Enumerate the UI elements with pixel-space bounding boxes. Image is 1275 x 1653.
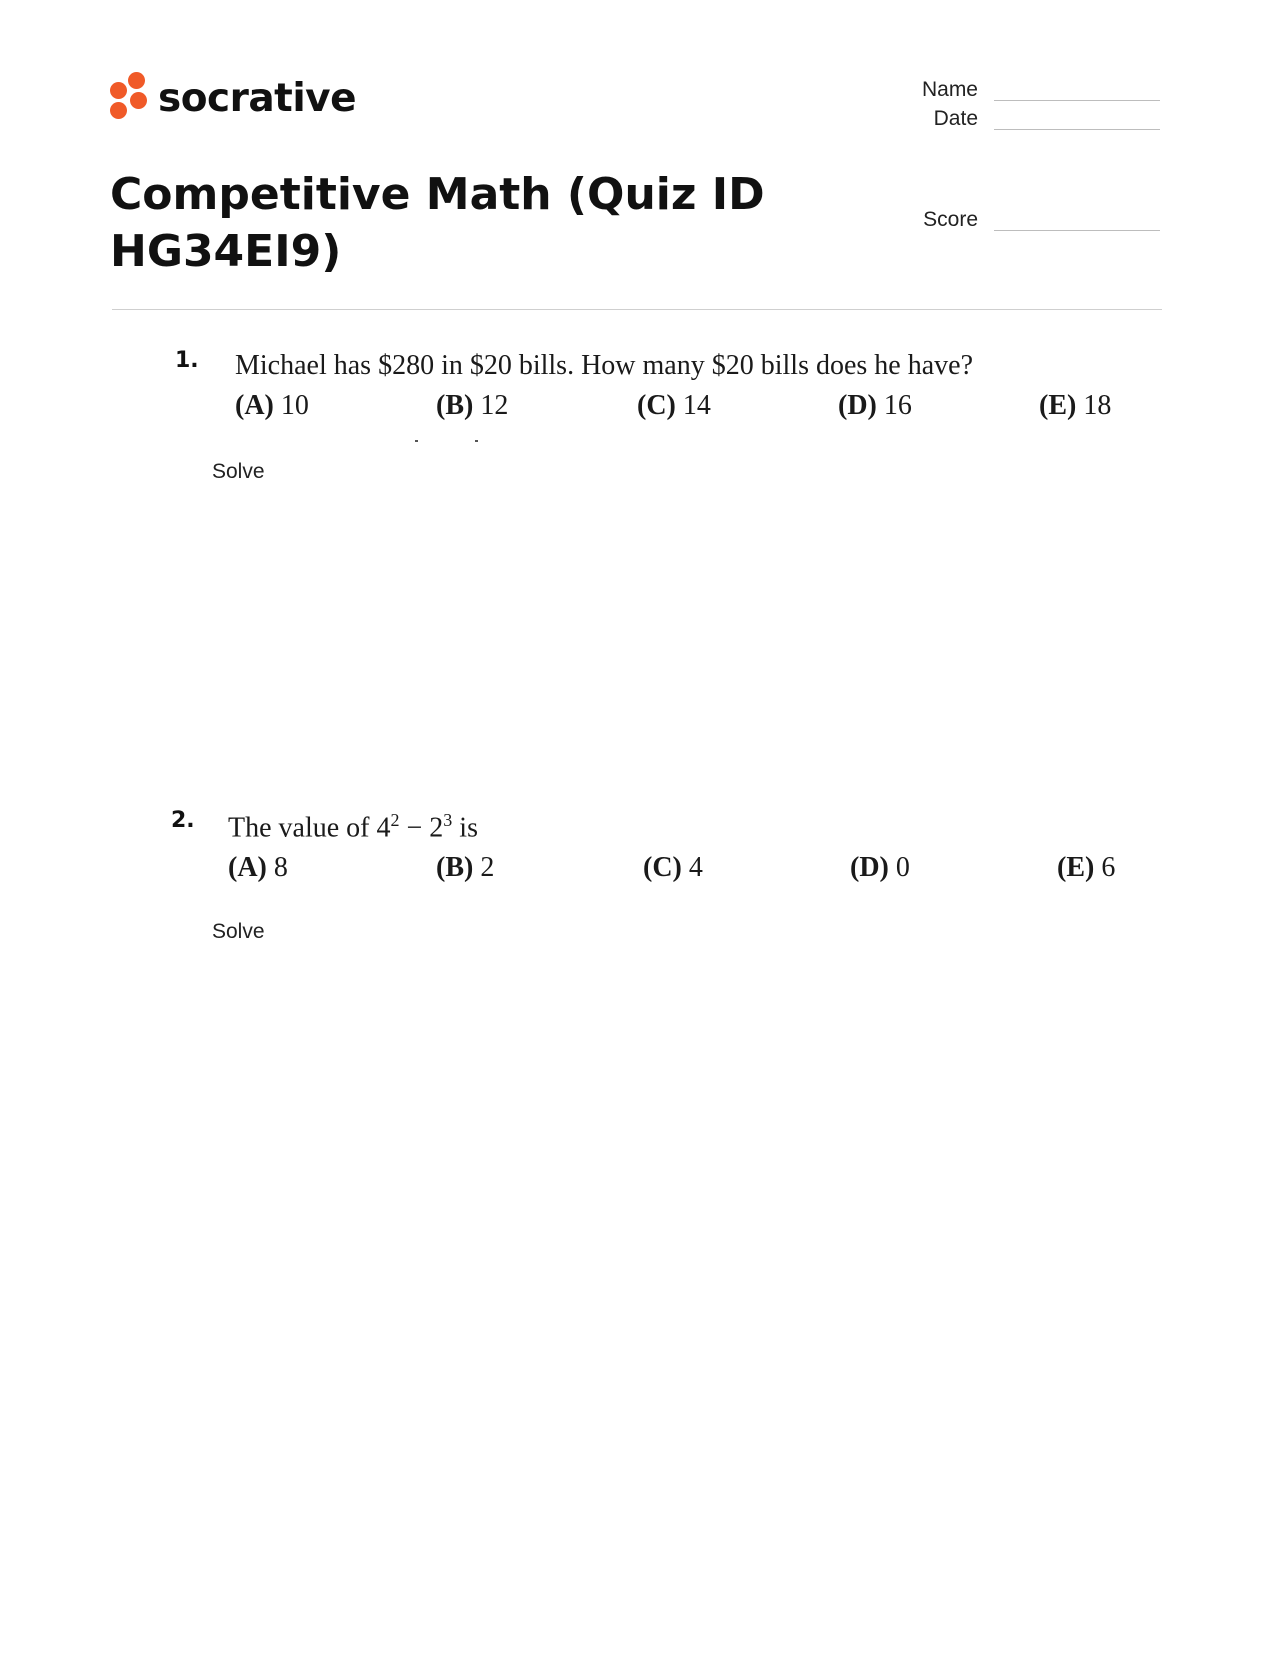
question-2-number: 2. — [171, 808, 195, 833]
question-1-number: 1. — [175, 348, 199, 373]
choice-e: (E) 18 — [1039, 390, 1112, 421]
question-2-solve-label: Solve — [212, 920, 265, 943]
quiz-title: Competitive Math (Quiz ID HG34EI9) — [110, 169, 765, 277]
date-line — [994, 129, 1160, 130]
logo-hexagons-icon — [108, 72, 148, 124]
question-2-choices — [228, 852, 1148, 892]
choice-c: (C) 4 — [643, 852, 703, 883]
choice-a: (A) 10 — [235, 390, 309, 421]
socrative-logo — [108, 72, 356, 124]
choice-d: (D) 0 — [850, 852, 910, 883]
scan-artifact — [475, 440, 478, 442]
name-line — [994, 100, 1160, 101]
choice-b: (B) 12 — [436, 390, 509, 421]
score-line — [994, 230, 1160, 231]
choice-b: (B) 2 — [436, 852, 495, 883]
choice-c: (C) 14 — [637, 390, 711, 421]
header-divider — [112, 309, 1162, 310]
name-field — [860, 76, 1160, 104]
choice-d: (D) 16 — [838, 390, 912, 421]
logo-wordmark: socrative — [158, 75, 357, 121]
question-1-solve-label: Solve — [212, 460, 265, 483]
name-label: Name — [921, 78, 978, 101]
score-field — [860, 206, 1160, 234]
date-field — [860, 105, 1160, 133]
scan-artifact — [415, 440, 418, 442]
question-1-text: Michael has $280 in $20 bills. How many $20 bills does he have? — [235, 350, 973, 381]
choice-a: (A) 8 — [228, 852, 288, 883]
question-2-text: The value of $4^2 - 2^3$ is — [228, 810, 478, 844]
date-label: Date — [933, 107, 978, 130]
question-1-choices — [235, 390, 1135, 430]
score-label: Score — [923, 208, 978, 231]
choice-e: (E) 6 — [1057, 852, 1116, 883]
